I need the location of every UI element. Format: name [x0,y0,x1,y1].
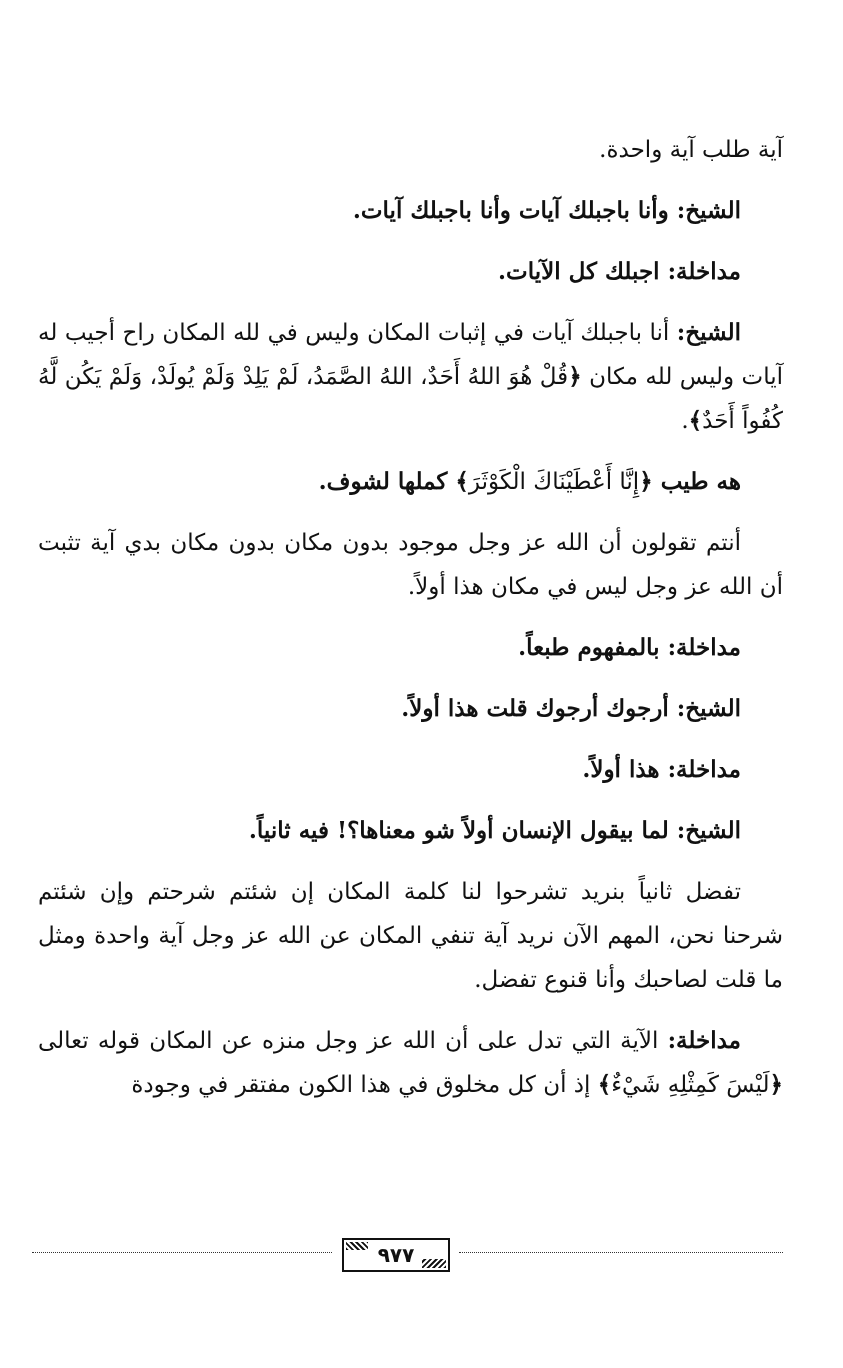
paragraph-6 [38,521,783,609]
paragraph-9 [38,748,783,792]
page-number: ٩٧٧ [377,1243,415,1267]
paragraph-3 [38,250,783,294]
page-footer [32,1238,783,1278]
quran-open-bracket: ﴿ [639,468,653,495]
quran-open-bracket: ﴿ [568,363,582,390]
quran-open-bracket: ﴿ [769,1071,783,1098]
paragraph-8 [38,687,783,731]
speaker-label: الشيخ: [676,319,741,346]
paragraph-text: هه طيب [652,468,741,495]
paragraph-2 [38,189,783,233]
paragraph-12 [38,1019,783,1107]
body-text [38,128,783,1124]
speaker-label: مداخلة: [667,258,741,285]
paragraph-text: تفضل ثانياً بنريد تشرحوا لنا كلمة المكان إن شئتم شرحتم وإن شئتم شرحنا نحن، المهم الآن نريد آية تنفي المكان عن الله عز وجل آية واحدة ومثل ما قلت لصاحبك وأنا قنوع تفضل. [38,879,783,993]
paragraph-text: هذا أولاً. [582,756,668,783]
quran-verse: لَيْسَ كَمِثْلِهِ شَيْءٌ [611,1072,770,1098]
quran-verse: قُلْ هُوَ اللهُ أَحَدٌ، اللهُ الصَّمَدُ، لَمْ يَلِدْ وَلَمْ يُولَدْ، وَلَمْ يَكُن لَّهُ كُفُواً أَحَدٌ [38,364,783,434]
page-number-box [342,1238,450,1272]
quran-close-bracket: ﴾ [688,407,703,434]
speaker-label: مداخلة: [667,1027,741,1054]
speaker-label: الشيخ: [676,197,741,224]
paragraph-4 [38,311,783,443]
quran-close-bracket: ﴾ [455,468,469,495]
speaker-label: الشيخ: [676,695,741,722]
paragraph-text: أنتم تقولون أن الله عز وجل موجود بدون مكان بدون مكان بدي آية تثبت أن الله عز وجل ليس في مكان هذا أولاً. [38,530,783,600]
paragraph-1 [38,128,783,172]
paragraph-text: أنا باجبلك آيات في إثبات المكان وليس في لله المكان راح أجيب له آيات وليس لله مكان [38,320,783,390]
paragraph-text: الآية التي تدل على أن الله عز وجل منزه عن المكان قوله تعالى [38,1028,668,1054]
paragraph-11 [38,870,783,1002]
paragraph-10 [38,809,783,853]
paragraph-7 [38,626,783,670]
ornament-icon [422,1259,446,1268]
speaker-label: مداخلة: [667,756,741,783]
quran-close-bracket: ﴾ [597,1071,612,1098]
paragraph-tail: إذ أن كل مخلوق في هذا الكون مفتقر في وجودة [131,1072,598,1098]
paragraph-text: آية طلب آية واحدة. [599,137,783,163]
paragraph-text: لما بيقول الإنسان أولاً شو معناها؟! فيه ثانياً. [248,817,677,844]
paragraph-tail: كملها لشوف. [318,468,456,495]
paragraph-5 [38,460,783,504]
paragraph-text: اجبلك كل الآيات. [498,258,668,285]
footer-divider-left [32,1252,332,1253]
paragraph-text: أرجوك أرجوك قلت هذا أولاً. [401,695,677,722]
speaker-label: الشيخ: [676,817,741,844]
quran-verse: إِنَّا أَعْطَيْنَاكَ الْكَوْثَرَ [468,469,640,495]
paragraph-tail: . [681,408,689,434]
paragraph-text: وأنا باجبلك آيات وأنا باجبلك آيات. [352,197,677,224]
ornament-icon [346,1242,368,1250]
footer-divider-right [459,1252,783,1253]
paragraph-text: بالمفهوم طبعاً. [518,634,668,661]
speaker-label: مداخلة: [667,634,741,661]
